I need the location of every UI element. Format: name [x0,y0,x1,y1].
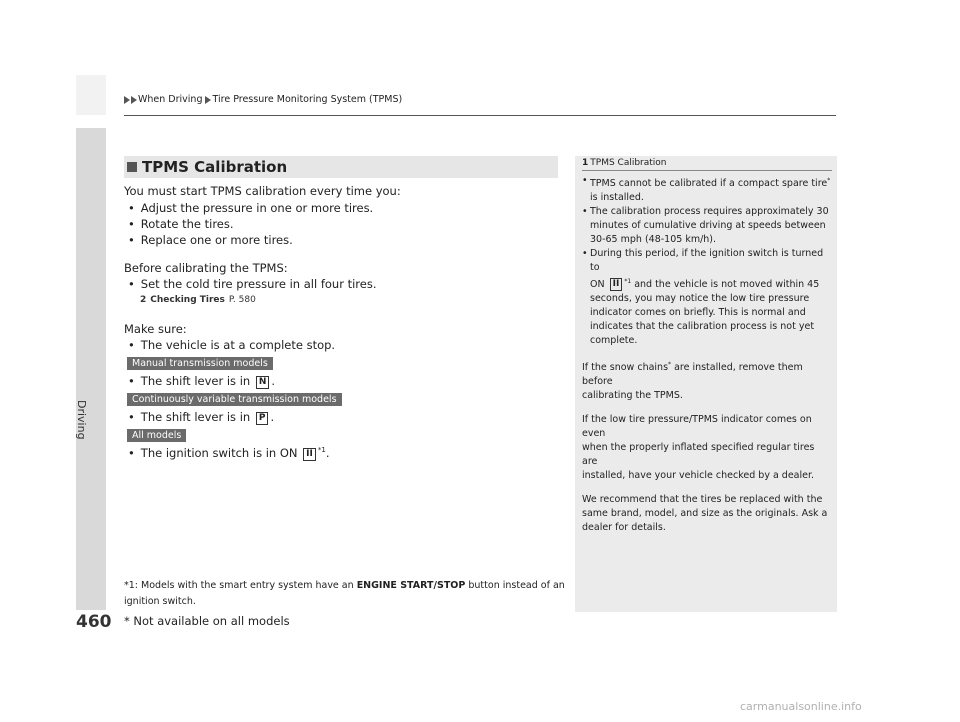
breadcrumb-item[interactable]: When Driving [138,94,203,105]
footnote: *1: Models with the smart entry system have an ENGINE START/STOP button instead of an [124,580,565,591]
sidebar-rule [582,170,832,171]
availability-note: * Not available on all models [124,614,290,628]
cross-reference[interactable] [140,295,256,305]
side-tab-top [76,75,106,115]
sidebar-header: 1 TPMS Calibration [582,158,667,168]
before-text: Before calibrating the TPMS: [124,261,288,275]
model-tag-manual: Manual transmission models [127,357,273,370]
gear-n-key: N [256,376,270,389]
reference-icon: 2 [140,295,147,305]
side-tab-label: Driving [75,400,88,440]
list-item: • Replace one or more tires. [128,233,293,247]
section-title: TPMS Calibration [142,158,288,176]
footnote-line2: ignition switch. [124,596,196,607]
list-item: • Rotate the tires. [128,217,234,231]
sidebar-paragraph: We recommend that the tires be replaced with the same brand, model, and size as the originals. Ask a dealer for details. [582,494,828,534]
gear-p-key: P [256,412,269,425]
list-item: • Set the cold tire pressure in all four tires. [128,277,377,291]
ignition-key: II [303,448,316,461]
ignition-key: II [610,278,623,291]
square-icon [127,162,137,172]
watermark: carmanualsonline.info [740,700,862,713]
arrow-icon [205,96,211,104]
model-tag-all: All models [127,429,186,442]
section-header [124,156,558,178]
list-item: • The shift lever is in N . [128,374,276,388]
sidebar-paragraph: If the snow chains* are installed, remove them before calibrating the TPMS. [582,361,803,402]
list-item: • Adjust the pressure in one or more tires. [128,201,374,215]
intro-text: You must start TPMS calibration every time you: [124,184,401,198]
list-item: • The vehicle is at a complete stop. [128,338,336,352]
sidebar-bullet: • TPMS cannot be calibrated if a compact spare tire* is installed. [582,175,831,204]
arrow-icon [124,96,130,104]
reference-page: P. 580 [228,295,256,305]
side-tab [76,128,106,612]
list-item: • The ignition switch is in ON II $^{*1}$. [128,446,330,460]
sidebar-paragraph: If the low tire pressure/TPMS indicator comes on even when the properly inflated specified regular tires are installed, have your vehicle checked by a dealer. [582,414,815,482]
arrow-icon [131,96,137,104]
list-item: • The shift lever is in P . [128,410,275,424]
sidebar-notes [582,174,832,535]
model-tag-cvt: Continuously variable transmission models [127,393,342,406]
sidebar-bullet: • During this period, if the ignition switch is turned to ON II $^{*1}$ and the vehicle is not moved within 45 seconds, you may notice the low tire pressure indicator comes on briefly. This is normal and indicates that the calibration process is not yet complete. [582,248,824,347]
reference-title: Checking Tires [150,295,225,305]
make-sure-text: Make sure: [124,322,187,336]
sidebar-bullet: • The calibration process requires approximately 30 minutes of cumulative driving at speeds between 30-65 mph (48-105 km/h). [582,206,829,246]
breadcrumb-item[interactable]: Tire Pressure Monitoring System (TPMS) [212,94,403,105]
breadcrumb [124,94,405,105]
header-rule [124,115,836,116]
page-number: 460 [76,612,112,632]
